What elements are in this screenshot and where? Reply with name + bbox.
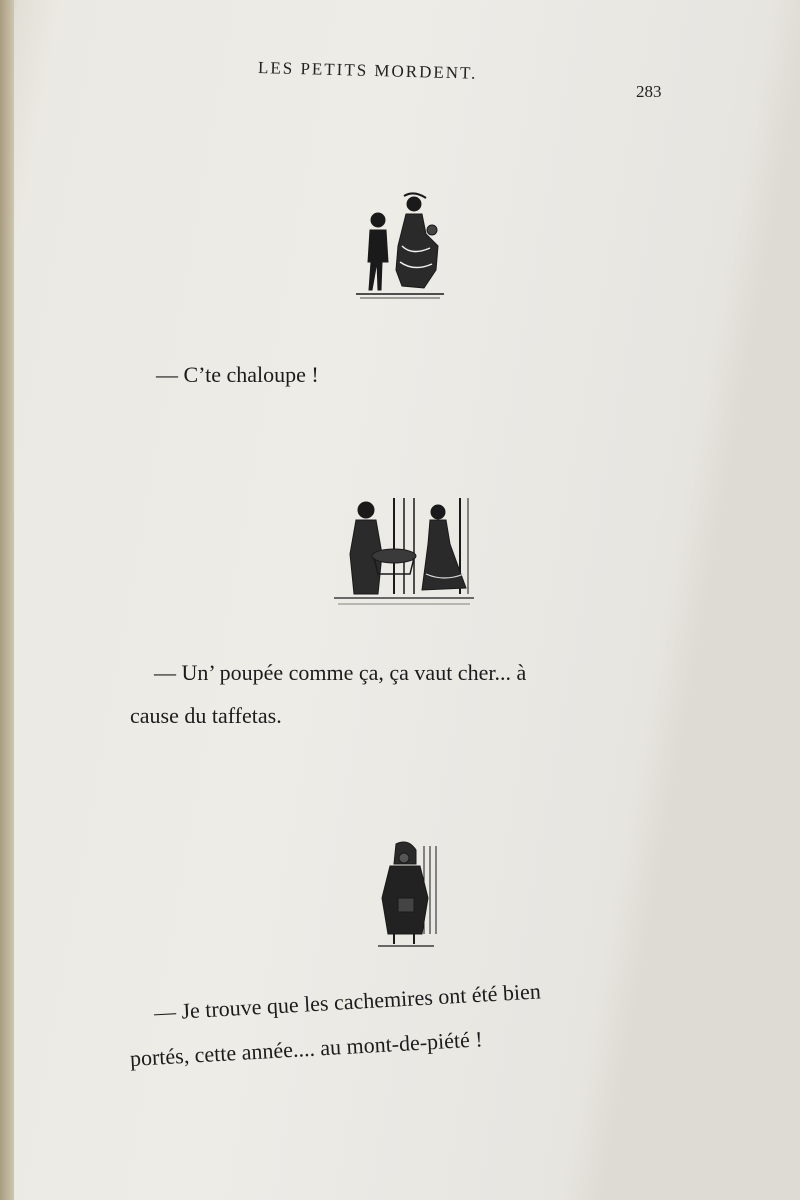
vignette-children-doll-icon: [352, 190, 448, 302]
caption-3-line-1: — Je trouve que les cachemires ont été bien: [153, 978, 542, 1025]
running-title: LES PETITS MORDENT.: [257, 58, 478, 83]
caption-2-line-2: cause du taffetas.: [130, 703, 282, 728]
caption-3-line-2: portés, cette année.... au mont-de-piété !: [129, 1026, 484, 1071]
caption-1: — C’te chaloupe !: [156, 362, 319, 387]
vignette-market-women-icon: [334, 494, 474, 608]
book-spine: [0, 0, 14, 1200]
vignette-old-woman-pawnshop-icon: [372, 838, 440, 952]
caption-2-line-1: — Un’ poupée comme ça, ça vaut cher... à: [154, 660, 527, 685]
page-number: 283: [636, 82, 662, 101]
